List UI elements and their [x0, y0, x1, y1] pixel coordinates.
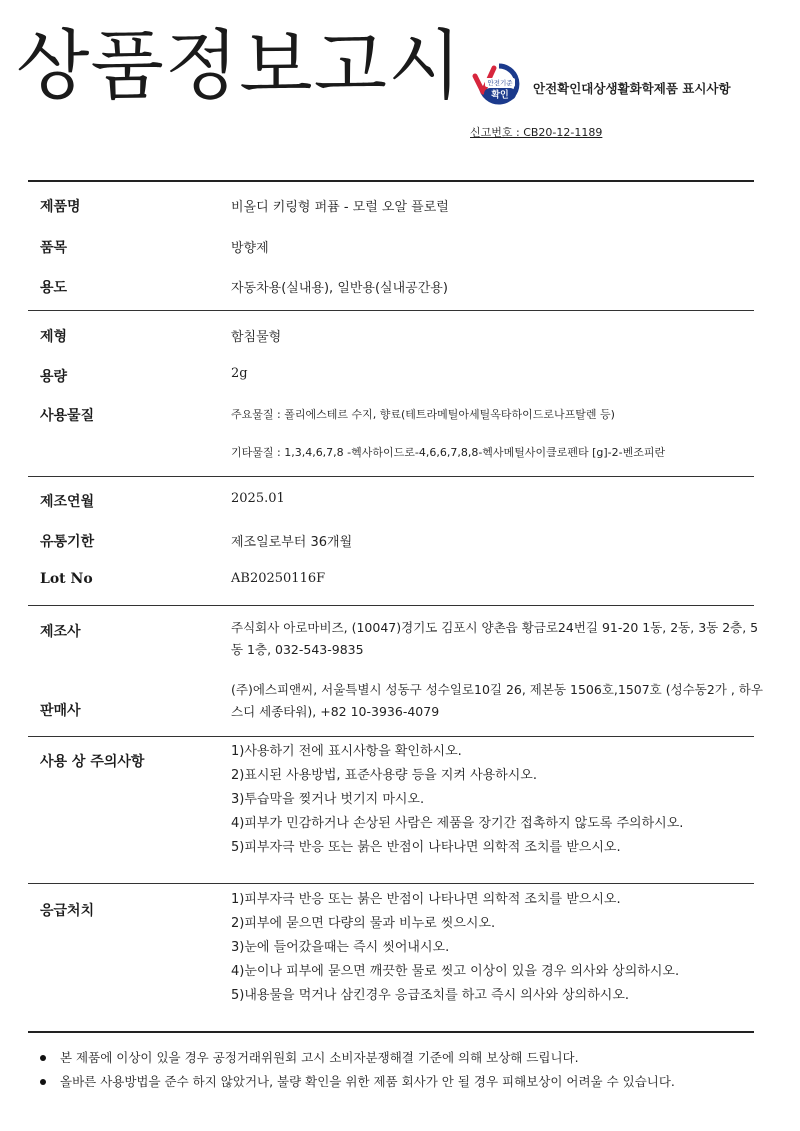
- report-number: 신고번호 : CB20-12-1189: [470, 126, 603, 139]
- manufacture-date-label: 제조연월: [40, 494, 95, 510]
- volume-label: 용량: [40, 369, 68, 385]
- list-item: [38, 1070, 675, 1094]
- safety-certification-badge: [470, 62, 528, 106]
- substance-label: 사용물질: [40, 408, 95, 424]
- precautions-label: 사용 상 주의사항: [40, 754, 145, 770]
- manufacturer-value: 주식회사 아로마비즈, (10047)경기도 김포시 양촌읍 황금로24번길 91-20 1동, 2동, 3동 2층, 5동 1층, 032-543-9835: [231, 620, 759, 657]
- certification-label: 안전확인대상생활화학제품 표시사항: [533, 81, 731, 96]
- category-value: 방향제: [231, 241, 269, 256]
- product-name-value: 비올디 키링형 퍼퓸 - 모럴 오알 플로럴: [231, 200, 449, 215]
- note-text: 본 제품에 이상이 있을 경우 공정거래위원회 고시 소비자분쟁해결 기준에 의해 보상해 드립니다.: [60, 1050, 579, 1065]
- form-label: 제형: [40, 329, 68, 345]
- volume-value: 2g: [231, 366, 248, 381]
- list-item: 1)피부자극 반응 또는 붉은 반점이 나타나면 의학적 조치를 받으시오.: [231, 892, 621, 907]
- divider: [28, 310, 754, 311]
- divider: [28, 1031, 754, 1033]
- list-item: 1)사용하기 전에 표시사항을 확인하시오.: [231, 744, 462, 759]
- manufacturer-label: 제조사: [40, 624, 81, 640]
- divider: [28, 605, 754, 606]
- manufacture-date-value: 2025.01: [231, 491, 285, 506]
- form-value: 함침물형: [231, 330, 282, 345]
- expiry-label: 유통기한: [40, 534, 95, 550]
- badge-small-text: 안전기준: [487, 79, 513, 87]
- precautions-list: [231, 740, 683, 860]
- use-label: 용도: [40, 280, 68, 296]
- seller-label: 판매사: [40, 703, 81, 719]
- main-substance: 주요물질 : 폴리에스테르 수지, 향료(테트라메틸아세틸옥타하이드로나프탈렌 등): [231, 408, 615, 421]
- list-item: [38, 1046, 675, 1070]
- note-text: 올바른 사용방법을 준수 하지 않았거나, 불량 확인을 위한 제품 회사가 안 될 경우 피해보상이 어려울 수 있습니다.: [60, 1074, 675, 1089]
- list-item: 3)투습막을 찢거나 벗기지 마시오.: [231, 792, 425, 807]
- list-item: 2)표시된 사용방법, 표준사용량 등을 지켜 사용하시오.: [231, 768, 537, 783]
- lot-value: AB20250116F: [231, 571, 326, 586]
- lot-label: Lot No: [40, 571, 93, 587]
- divider: [28, 476, 754, 477]
- list-item: 4)피부가 민감하거나 손상된 사람은 제품을 장기간 접촉하지 않도록 주의하시오.: [231, 816, 684, 831]
- notes-list: [38, 1046, 675, 1094]
- list-item: 2)피부에 묻으면 다량의 물과 비누로 씻으시오.: [231, 916, 496, 931]
- safety-check-icon: [470, 62, 528, 106]
- bullet-icon: [40, 1079, 46, 1085]
- list-item: 3)눈에 들어갔을때는 즉시 씻어내시오.: [231, 940, 450, 955]
- first-aid-label: 응급처치: [40, 903, 95, 919]
- seller-value: (주)에스피앤씨, 서울특별시 성동구 성수일로10길 26, 제본동 1506호,1507호 (성수동2가 , 하우스디 세종타워), +82 10-3936-4079: [231, 682, 763, 719]
- use-value: 자동차용(실내용), 일반용(실내공간용): [231, 281, 448, 296]
- badge-text: 확인: [491, 90, 509, 101]
- divider: [28, 883, 754, 884]
- list-item: 5)내용물을 먹거나 삼킨경우 응급조치를 하고 즉시 의사와 상의하시오.: [231, 988, 630, 1003]
- list-item: 4)눈이나 피부에 묻으면 깨끗한 물로 씻고 이상이 있을 경우 의사와 상의하시오.: [231, 964, 680, 979]
- category-label: 품목: [40, 240, 68, 256]
- divider: [28, 180, 754, 182]
- bullet-icon: [40, 1055, 46, 1061]
- page-title: 상품정보고시: [16, 21, 463, 110]
- product-name-label: 제품명: [40, 199, 81, 215]
- other-substance: 기타물질 : 1,3,4,6,7,8 -헥사하이드로-4,6,6,7,8,8-헥사메틸사이클로펜타 [g]-2-벤조피란: [231, 446, 666, 459]
- list-item: 5)피부자극 반응 또는 붉은 반점이 나타나면 의학적 조치를 받으시오.: [231, 840, 621, 855]
- divider: [28, 736, 754, 737]
- expiry-value: 제조일로부터 36개월: [231, 535, 353, 550]
- first-aid-list: [231, 888, 679, 1008]
